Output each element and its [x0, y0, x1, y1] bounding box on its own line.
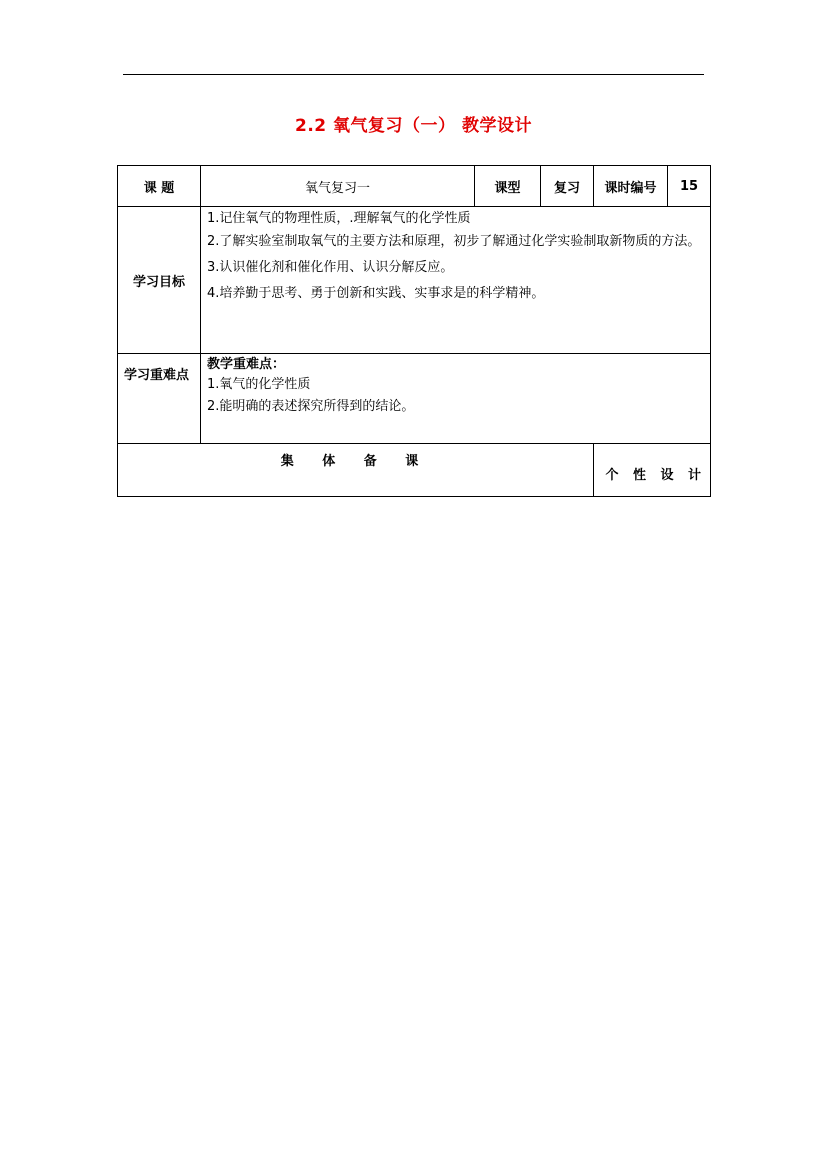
lesson-plan-table — [117, 165, 711, 497]
lesson-number-label: 课时编号 — [594, 166, 668, 207]
goal-item: 2.了解实验室制取氧气的主要方法和原理，初步了解通过化学实验制取新物质的方法。 — [207, 234, 701, 249]
goal-item: 4.培养勤于思考、勇于创新和实践、实事求是的科学精神。 — [207, 286, 545, 301]
topic-value: 氧气复习一 — [201, 166, 475, 207]
type-value: 复习 — [541, 166, 594, 207]
table-row-goals — [118, 207, 711, 354]
header-rule — [123, 74, 704, 75]
lesson-number-value: 15 — [668, 166, 711, 207]
personal-design-label: 个 性 设 计 — [594, 444, 711, 497]
key-points-content — [201, 354, 711, 444]
key-point-item: 1.氧气的化学性质 — [207, 377, 311, 392]
collective-prep-label: 集 体 备 课 — [118, 444, 594, 497]
type-label: 课型 — [475, 166, 541, 207]
key-points-heading: 教学重难点： — [207, 357, 286, 372]
table-row-topic — [118, 166, 711, 207]
topic-label: 课 题 — [118, 166, 201, 207]
goals-content — [201, 207, 711, 354]
goals-label: 学习目标 — [118, 207, 201, 354]
goal-item: 1.记住氧气的物理性质，.理解氧气的化学性质 — [207, 211, 471, 226]
document-title: 2.2 氧气复习（一） 教学设计 — [295, 116, 532, 136]
goal-item: 3.认识催化剂和催化作用、认识分解反应。 — [207, 260, 454, 275]
key-point-item: 2.能明确的表述探究所得到的结论。 — [207, 399, 415, 414]
table-row-prep — [118, 444, 711, 497]
table-row-key-points — [118, 354, 711, 444]
key-points-label: 学习重难点 — [118, 354, 201, 444]
